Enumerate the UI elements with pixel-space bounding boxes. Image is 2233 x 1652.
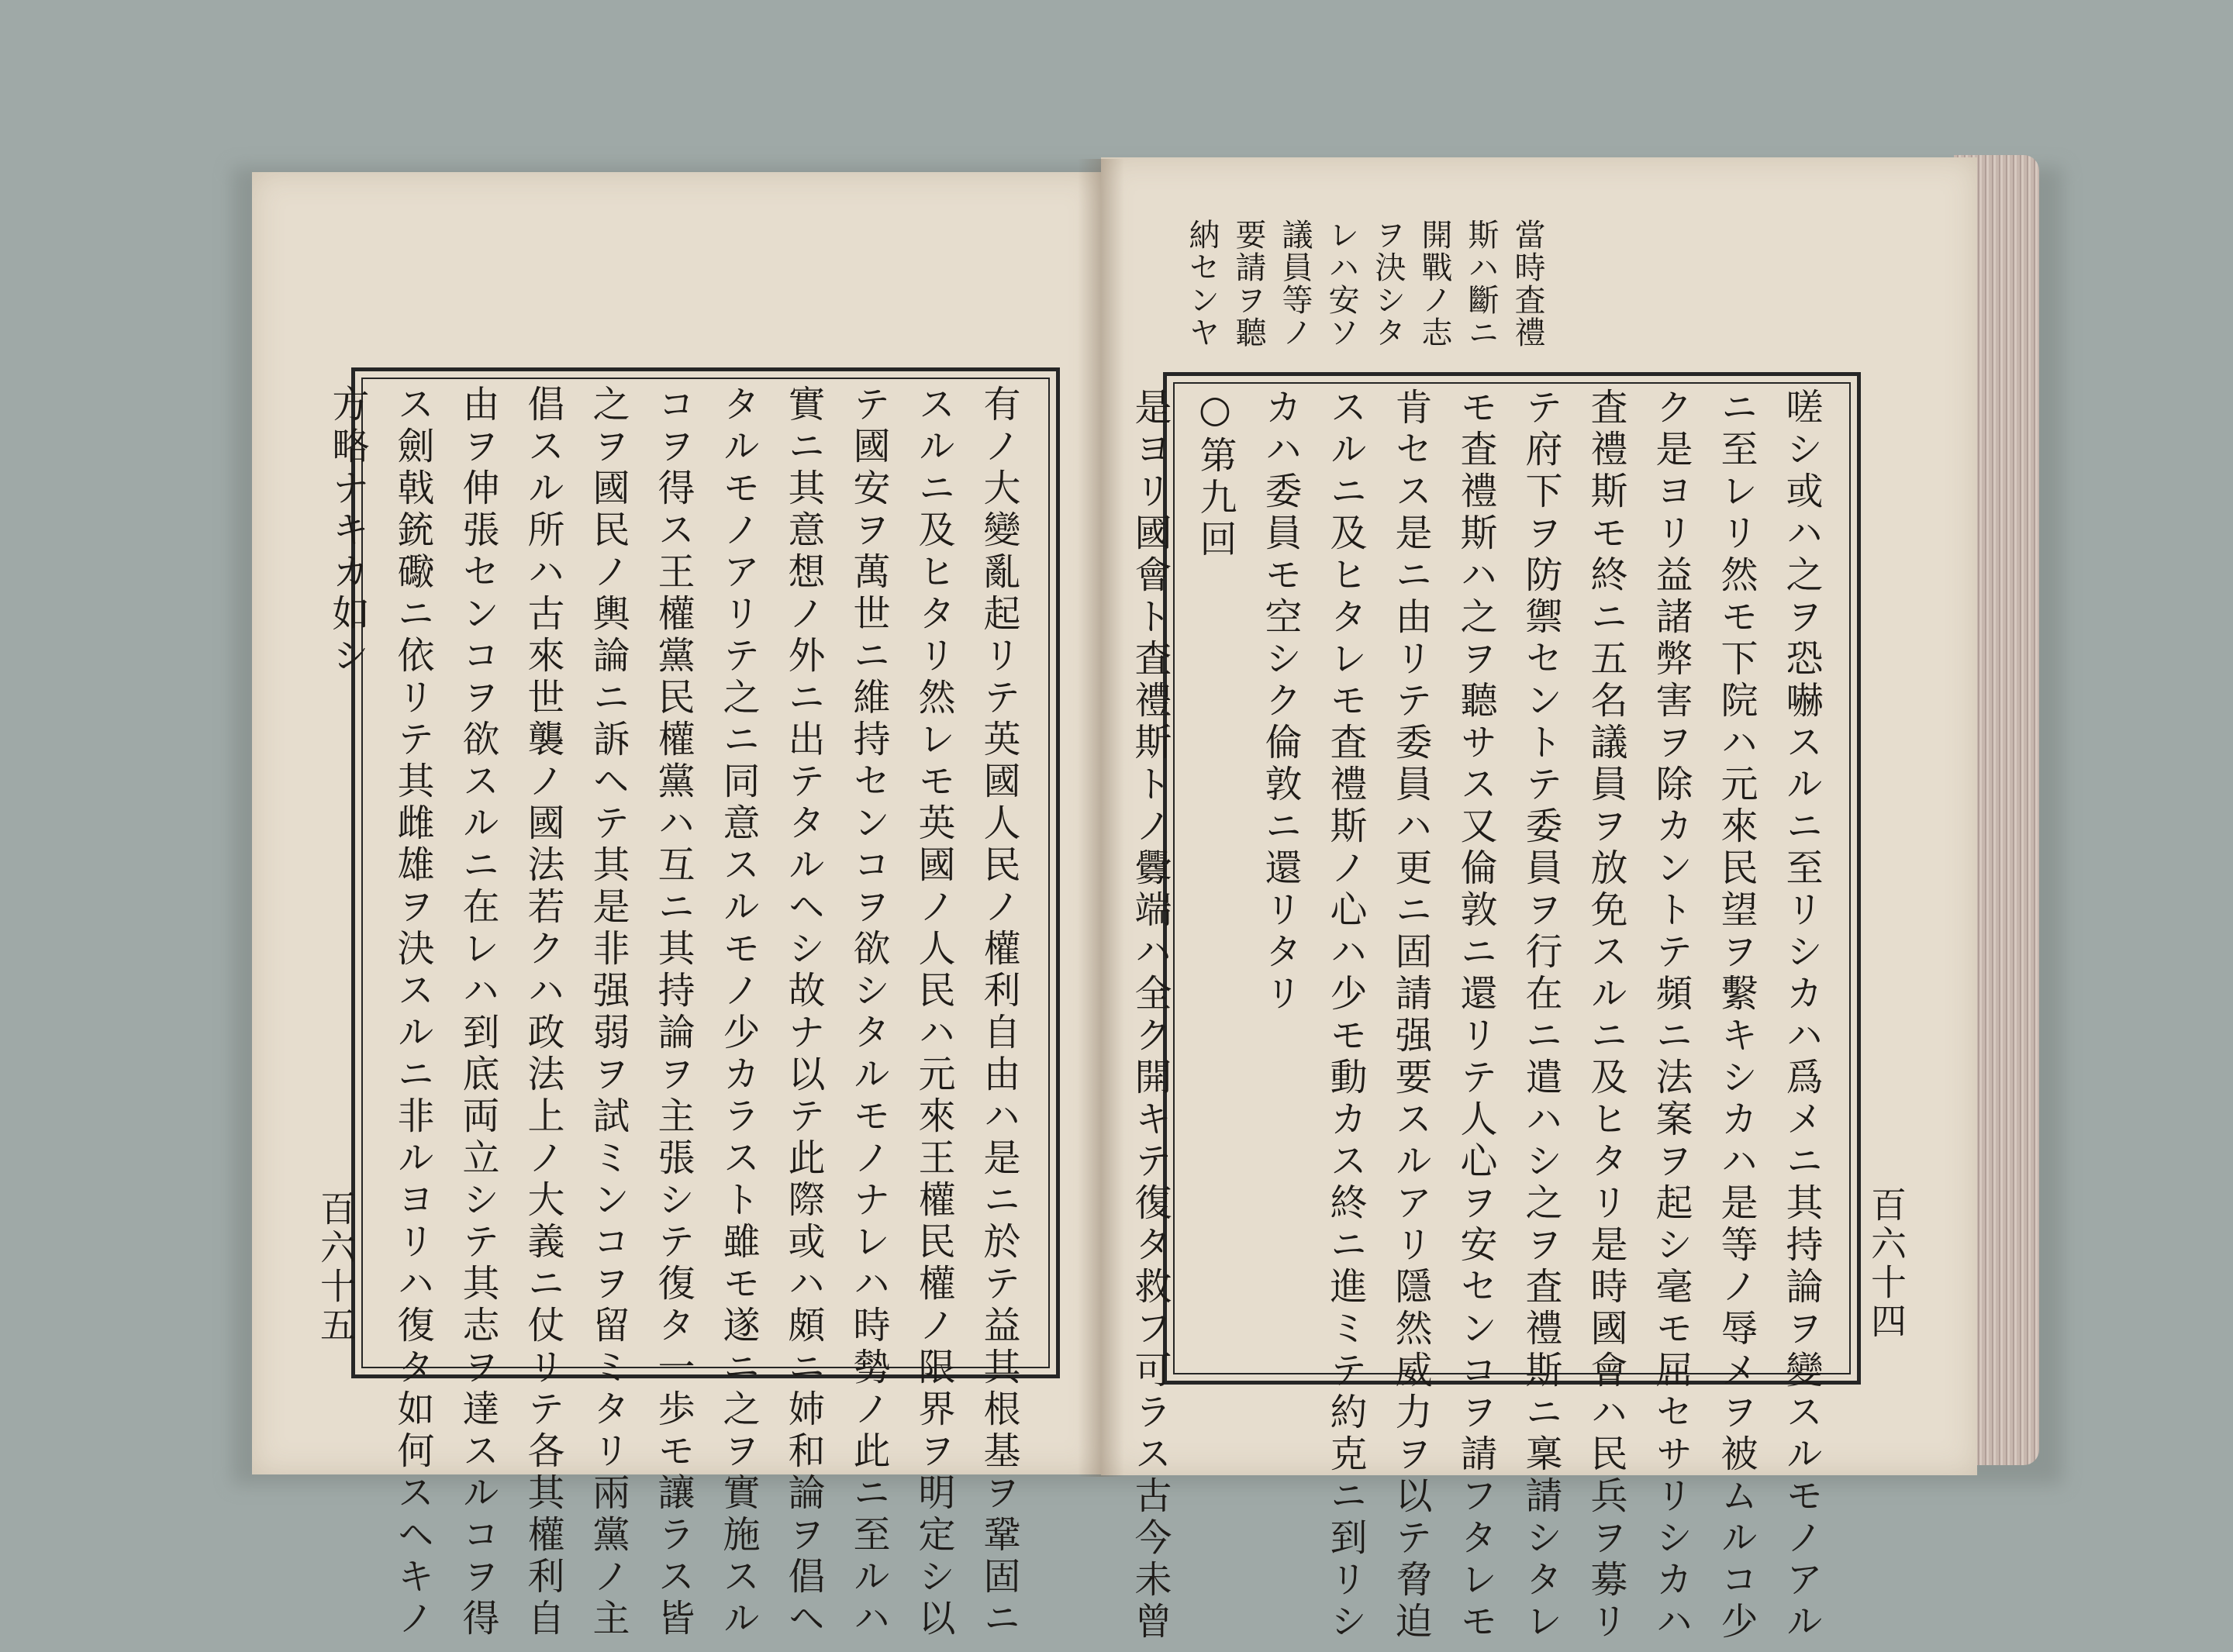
right-column-3: ク是ヨリ益諸弊害ヲ除カントテ頻ニ法案ヲ起シ毫モ屈セサリシカハ	[1649, 388, 1693, 1643]
header-column-8: 納センヤ	[1184, 219, 1220, 349]
header-column-1: 當時査禮	[1510, 219, 1545, 349]
left-column-6: コヲ得ス王權黨民權黨ハ互ニ其持論ヲ主張シテ復タ一歩モ讓ラス皆	[651, 385, 695, 1640]
left-column-10: ス劍戟銃礮ニ依リテ其雌雄ヲ決スルニ非ルヨリハ復タ如何スヘキノ	[391, 385, 434, 1640]
right-column-2: ニ至レリ然モ下院ハ元來民望ヲ繫キシカハ是等ノ辱メヲ被ムルコ少	[1714, 388, 1758, 1643]
right-column-8: スルニ及ヒタレモ査禮斯ノ心ハ少モ動カス終ニ進ミテ約克ニ到リシ	[1324, 388, 1367, 1643]
right-header-note	[1184, 219, 1551, 366]
left-column-11: 方略ナキカ如シ	[326, 385, 369, 678]
left-column-3: テ國安ヲ萬世ニ維持センコヲ欲シタルモノナレハ時勢ノ此ニ至ルハ	[847, 385, 890, 1640]
right-column-6: モ査禮斯ハ之ヲ聽サス又倫敦ニ還リテ人心ヲ安センコヲ請フタレモ	[1454, 388, 1497, 1643]
left-column-2: スルニ及ヒタリ然レモ英國ノ人民ハ元來王權民權ノ限界ヲ明定シ以	[912, 385, 955, 1640]
right-column-9: カハ委員モ空シク倫敦ニ還リタリ	[1258, 388, 1302, 1016]
right-page-number: 百六十四	[1865, 1186, 1907, 1341]
left-column-5: タルモノアリテ之ニ同意スルモノ少カラスト雖モ遂ニ之ヲ實施スル	[716, 385, 760, 1640]
right-column-7: 肯セス是ニ由リテ委員ハ更ニ固請强要スルアリ隱然威力ヲ以テ脅迫	[1389, 388, 1432, 1643]
right-column-11: 是ヨリ國會ト査禮斯トノ釁端ハ全ク開キテ復タ救フ可ラス古今未曾	[1128, 388, 1172, 1643]
header-column-7: 要請ヲ聽	[1230, 219, 1266, 349]
header-column-4: ヲ決シタ	[1370, 219, 1406, 349]
header-column-6: 議員等ノ	[1277, 219, 1313, 349]
right-column-4: 査禮斯モ終ニ五名議員ヲ放免スルニ及ヒタリ是時國會ハ民兵ヲ募リ	[1584, 388, 1627, 1643]
right-column-1: 嗟シ或ハ之ヲ恐嚇スルニ至リシカハ爲メニ其持論ヲ變スルモノアル	[1779, 388, 1823, 1643]
left-column-1: 有ノ大變亂起リテ英國人民ノ權利自由ハ是ニ於テ益其根基ヲ鞏固ニ	[977, 385, 1020, 1640]
header-column-5: レハ安ソ	[1324, 219, 1359, 349]
right-column-5: テ府下ヲ防禦セントテ委員ヲ行在ニ遣ハシ之ヲ査禮斯ニ稟請シタレ	[1519, 388, 1562, 1643]
chapter-heading: ○第九回	[1193, 388, 1237, 561]
header-column-3: 開戰ノ志	[1417, 219, 1452, 349]
left-column-7: 之ヲ國民ノ輿論ニ訴ヘテ其是非强弱ヲ試ミンコヲ留ミタリ兩黨ノ主	[586, 385, 630, 1640]
right-text-columns	[1128, 388, 1834, 1643]
header-column-2: 斯ハ斷ニ	[1463, 219, 1499, 349]
left-page-number: 百六十五	[315, 1190, 357, 1345]
left-column-4: 實ニ其意想ノ外ニ出テタルヘシ故ナ以テ此際或ハ頗ニ姉和論ヲ倡ヘ	[782, 385, 825, 1640]
left-column-9: 由ヲ伸張センコヲ欲スルニ在レハ到底両立シテ其志ヲ達スルコヲ得	[456, 385, 499, 1640]
left-column-8: 倡スル所ハ古來世襲ノ國法若クハ政法上ノ大義ニ仗リテ各其權利自	[521, 385, 564, 1640]
